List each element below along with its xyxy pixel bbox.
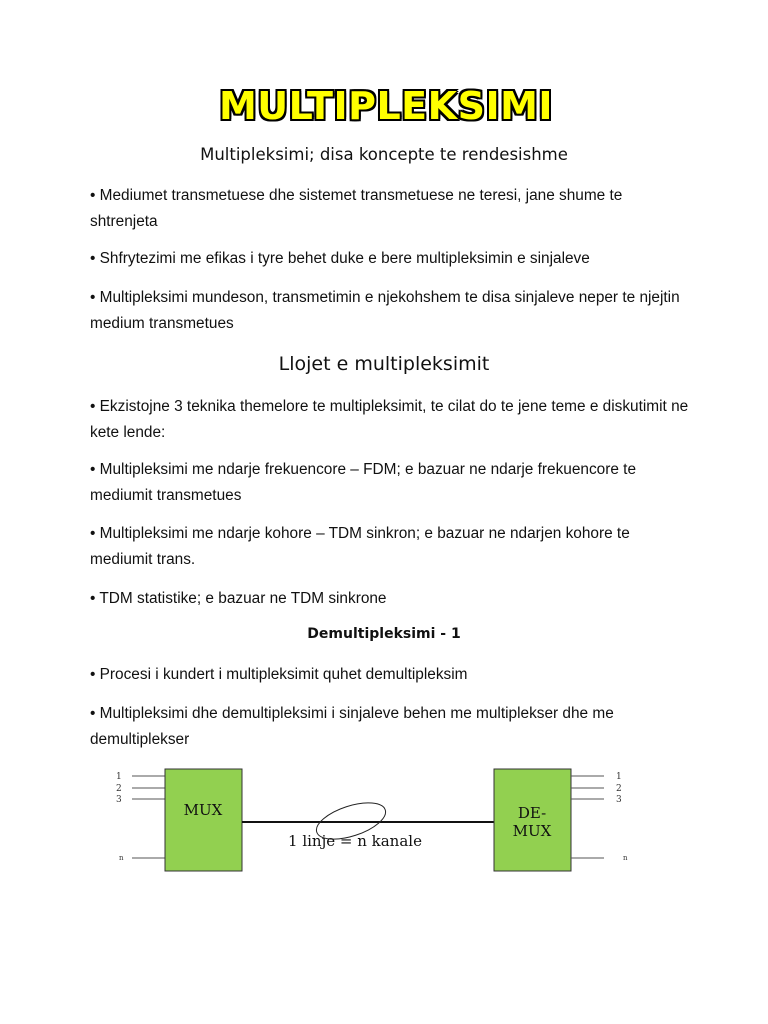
mux-input-label: 2 (116, 784, 122, 794)
paragraph: • Multipleksimi me ndarje frekuencore – FDM; e bazuar ne ndarje frekuencore te mediumit transmetues (90, 461, 637, 504)
paragraph: • Multipleksimi mundeson, transmetimin e njekohshem te disa sinjaleve neper te njejtin medium transmetues (90, 289, 680, 332)
section-heading-concepts: Multipleksimi; disa koncepte te rendesishme (200, 145, 568, 164)
paragraph: • Multipleksimi dhe demultipleksimi i sinjaleve behen me multiplekser dhe me demultiplekser (90, 705, 614, 748)
demux-output-label: n (623, 854, 628, 862)
demux-output-label: 1 (616, 772, 622, 782)
paragraph: • Mediumet transmetuese dhe sistemet transmetuese ne teresi, jane shume te shtrenjeta (90, 187, 623, 230)
mux-demux-diagram (0, 760, 768, 880)
demux-label-line1: DE- (517, 804, 547, 822)
mux-input-label: 1 (116, 772, 122, 782)
paragraph: • Multipleksimi me ndarje kohore – TDM sinkron; e bazuar ne ndarjen kohore te mediumit trans. (90, 525, 630, 568)
paragraph: • Procesi i kundert i multipleksimit quhet demultipleksim (90, 666, 468, 683)
section-heading-demultiplexing: Demultipleksimi - 1 (307, 626, 461, 642)
page-title: MULTIPLEKSIMI (218, 84, 554, 128)
paragraph: • Shfrytezimi me efikas i tyre behet duke e bere multipleksimin e sinjaleve (90, 250, 590, 267)
paragraph: • TDM statistike; e bazuar ne TDM sinkrone (90, 590, 387, 607)
mux-box (165, 769, 242, 871)
section-heading-types: Llojet e multipleksimit (278, 353, 490, 375)
mux-label: MUX (183, 801, 223, 819)
demux-output-label: 3 (616, 795, 622, 805)
demux-label-line2: MUX (512, 822, 552, 840)
link-label: 1 linje = n kanale (288, 832, 422, 850)
paragraph: • Ekzistojne 3 teknika themelore te multipleksimit, te cilat do te jene teme e diskutimit ne kete lende: (90, 398, 689, 441)
mux-input-label: n (119, 854, 124, 862)
mux-input-label: 3 (116, 795, 122, 805)
demux-output-label: 2 (616, 784, 622, 794)
